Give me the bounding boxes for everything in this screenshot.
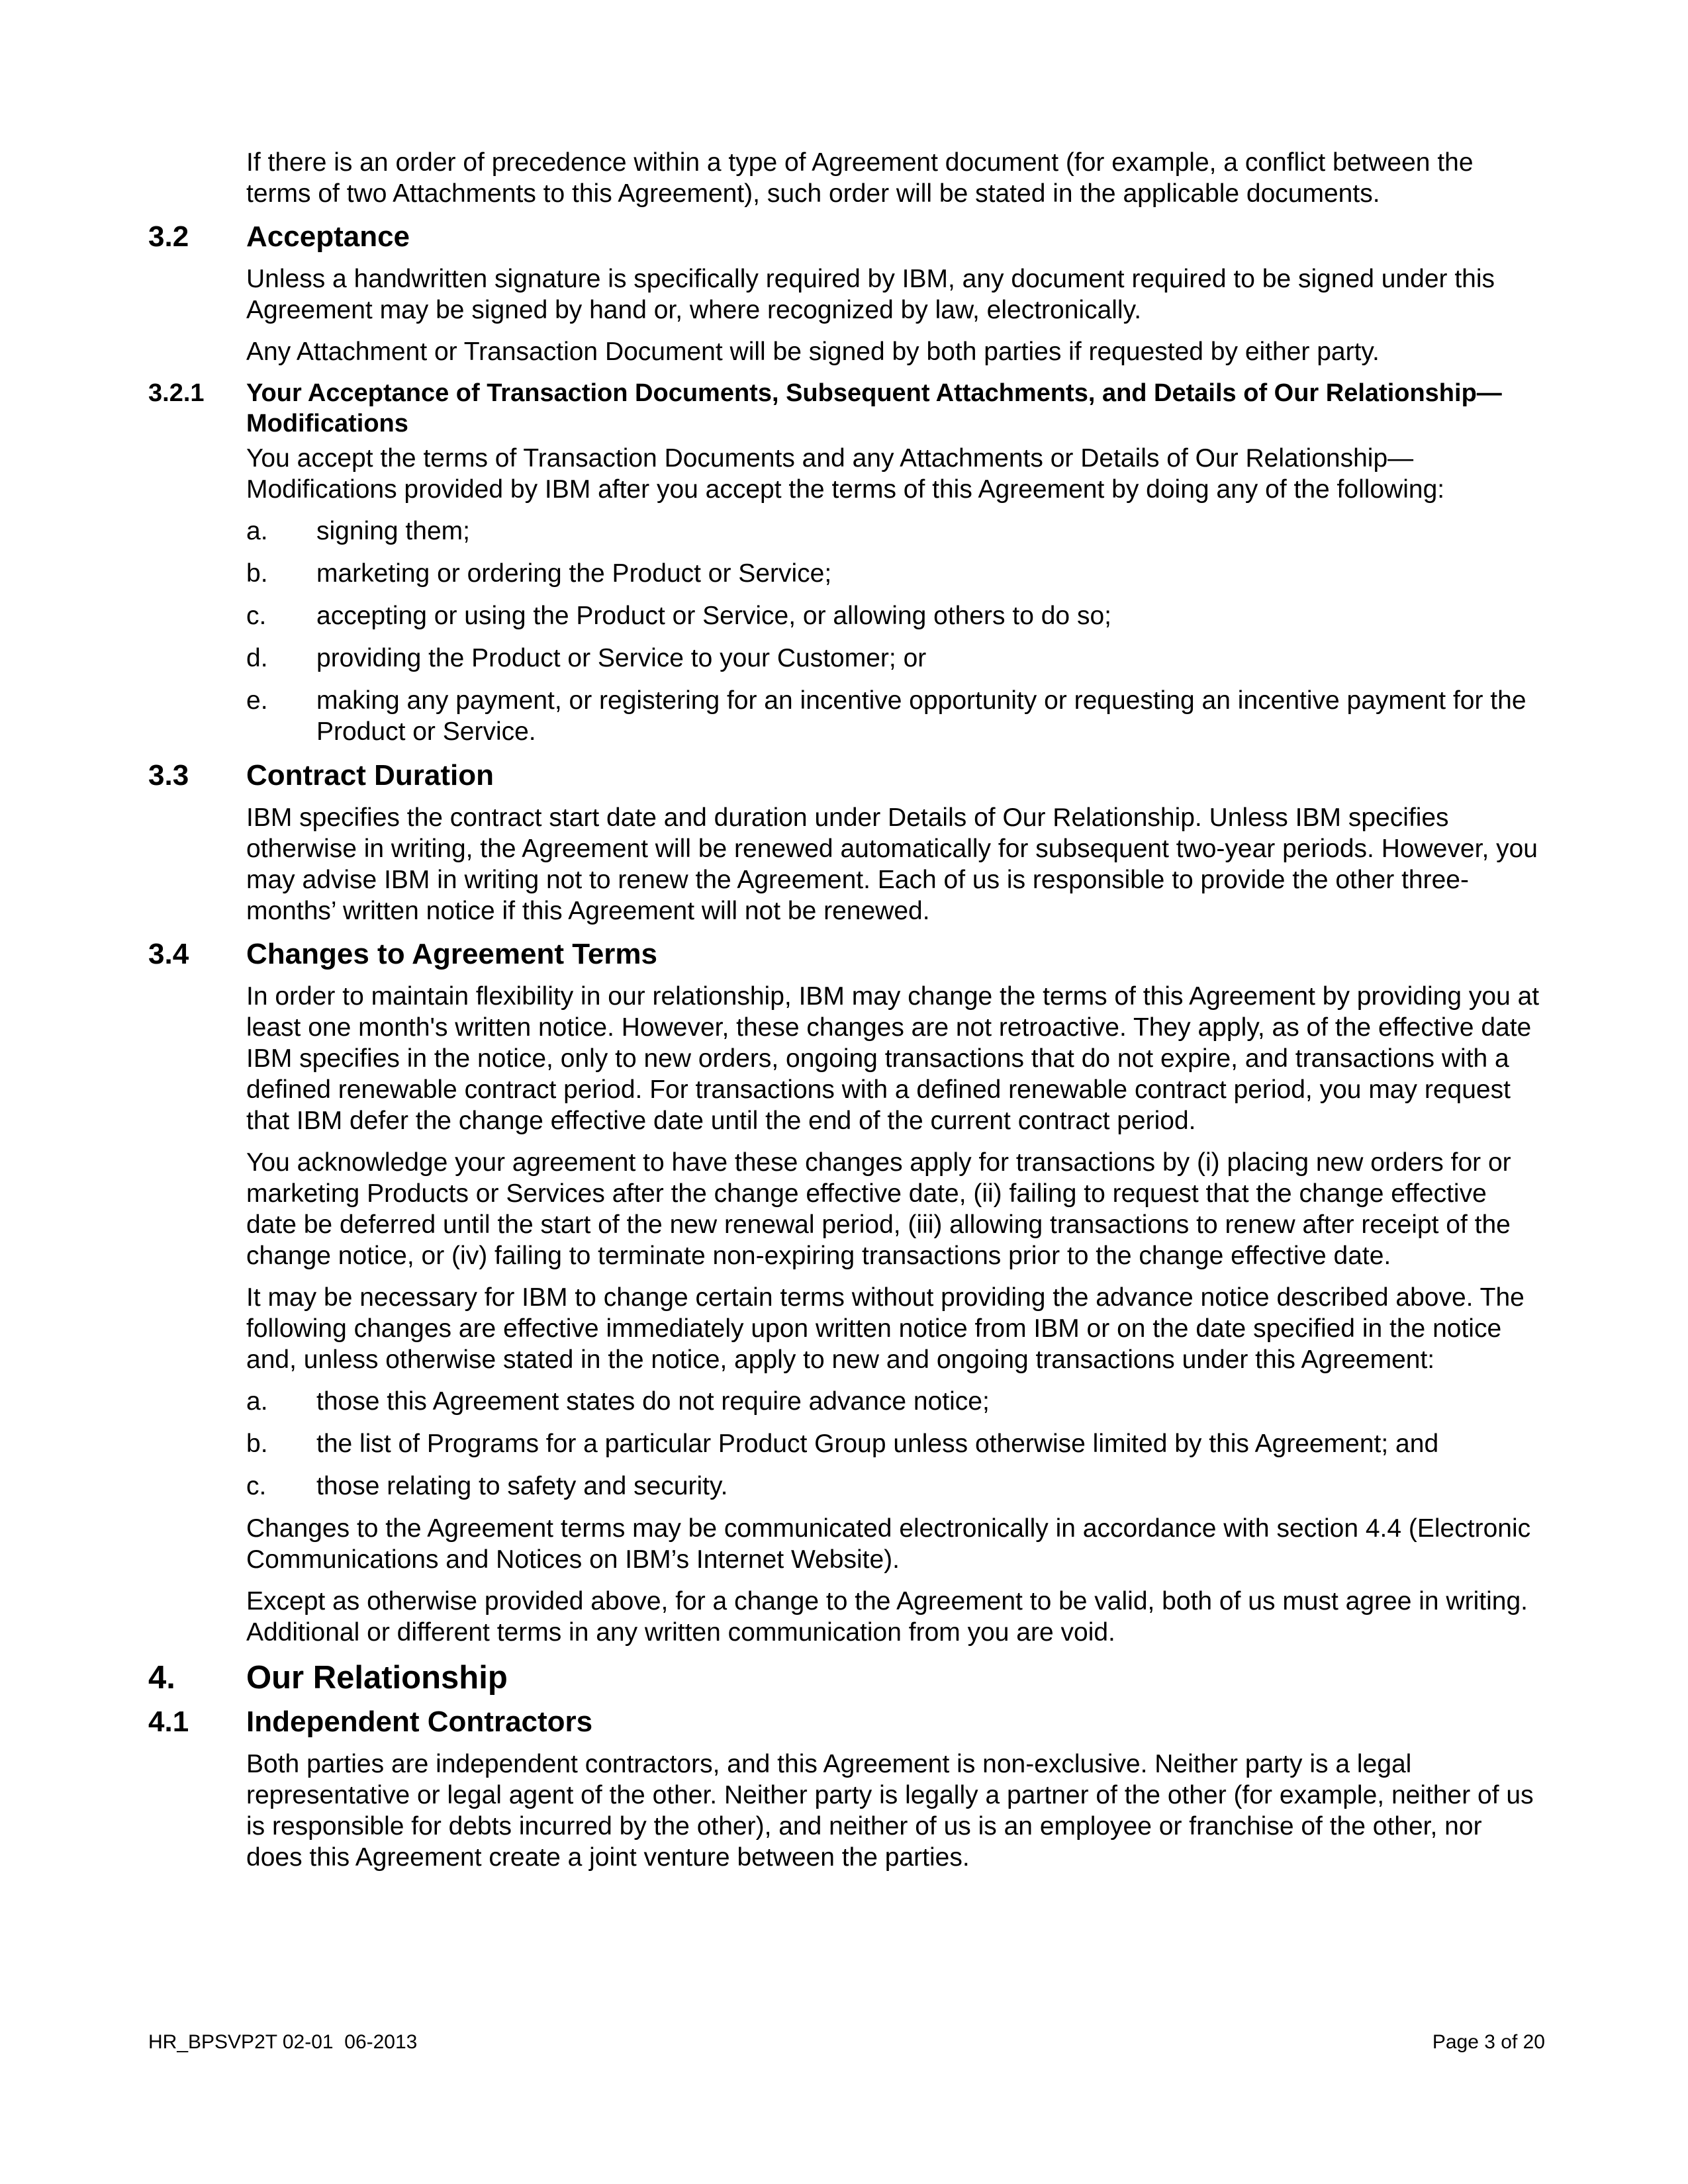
section-title: Our Relationship — [246, 1660, 508, 1696]
list-item — [246, 600, 1544, 631]
list-item-text: providing the Product or Service to your Customer; or — [316, 644, 927, 672]
list-marker: a. — [246, 517, 268, 545]
document-id: HR_BPSVP2T 02-01 06-2013 — [148, 2031, 418, 2053]
paragraph: Any Attachment or Transaction Document will be signed by both parties if requested by either party. — [246, 338, 1380, 366]
section-heading-3-4 — [148, 937, 1545, 972]
section-title: Independent Contractors — [246, 1706, 593, 1738]
paragraph: IBM specifies the contract start date and duration under Details of Our Relationship. Unless IBM specifies otherwise in writing, the Agreement will be renewed automatically for subsequent two-year periods. However, you may advise IBM in writing not to renew the Agreement. Each of us is responsible to provide the other three-months’ written notice if this Agreement will not be renewed. — [246, 803, 1538, 925]
paragraph: You acknowledge your agreement to have these changes apply for transactions by (i) placing new orders for or marketing Products or Services after the change effective date, (ii) failing to request that the change effective date be deferred until the start of the new renewal period, (iii) allowing transactions to renew after receipt of the change notice, or (iv) failing to terminate non-expiring transactions prior to the change effective date. — [246, 1148, 1511, 1270]
page-number: Page 3 of 20 — [1432, 2031, 1545, 2053]
document-content — [148, 147, 1545, 1884]
list-item — [246, 685, 1544, 747]
section-number: 3.2.1 — [148, 379, 205, 407]
section-number: 4. — [148, 1660, 175, 1696]
section-heading-3-2-1 — [148, 378, 1545, 439]
paragraph: You accept the terms of Transaction Documents and any Attachments or Details of Our Relationship—Modifications provided by IBM after you accept the terms of this Agreement by doing any of the following: — [246, 444, 1445, 504]
list-marker: c. — [246, 1472, 267, 1500]
section-title: Acceptance — [246, 220, 410, 253]
section-heading-3-2 — [148, 220, 1545, 254]
list-item-text: signing them; — [316, 517, 470, 545]
section-number: 4.1 — [148, 1706, 189, 1738]
section-title: Your Acceptance of Transaction Documents, Subsequent Attachments, and Details of Our Relationship—Modifications — [246, 379, 1502, 437]
list-marker: c. — [246, 602, 267, 630]
paragraph: Changes to the Agreement terms may be communicated electronically in accordance with section 4.4 (Electronic Communications and Notices on IBM’s Internet Website). — [246, 1514, 1531, 1574]
section-heading-3-3 — [148, 758, 1545, 793]
list-item-text: those relating to safety and security. — [316, 1472, 728, 1500]
section-heading-4-1 — [148, 1705, 1545, 1739]
list-item-text: the list of Programs for a particular Product Group unless otherwise limited by this Agreement; and — [316, 1430, 1439, 1458]
section-number: 3.2 — [148, 220, 189, 253]
section-title: Contract Duration — [246, 759, 494, 792]
list-item-text: those this Agreement states do not require advance notice; — [316, 1387, 990, 1416]
section-title: Changes to Agreement Terms — [246, 938, 658, 970]
section-heading-4 — [148, 1659, 1545, 1697]
list-item — [246, 1428, 1544, 1459]
list-marker: b. — [246, 559, 268, 588]
list-item — [246, 643, 1544, 674]
paragraph: It may be necessary for IBM to change certain terms without providing the advance notice described above. The following changes are effective immediately upon written notice from IBM or on the date specified in the notice and, unless otherwise stated in the notice, apply to new and ongoing transactions under this Agreement: — [246, 1283, 1524, 1374]
list-marker: d. — [246, 644, 268, 672]
immediate-changes-list — [246, 1386, 1544, 1502]
paragraph: Except as otherwise provided above, for a change to the Agreement to be valid, both of us must agree in writing. Additional or different terms in any written communication from you are void. — [246, 1587, 1528, 1647]
intro-paragraph: If there is an order of precedence within a type of Agreement document (for example, a conflict between the terms of two Attachments to this Agreement), such order will be stated in the applicable documents. — [246, 148, 1474, 208]
list-item — [246, 1386, 1544, 1417]
list-item — [246, 1471, 1544, 1502]
page-footer — [148, 2030, 1545, 2054]
paragraph: Unless a handwritten signature is specifically required by IBM, any document required to be signed under this Agreement may be signed by hand or, where recognized by law, electronically. — [246, 265, 1495, 324]
list-item-text: accepting or using the Product or Service, or allowing others to do so; — [316, 602, 1111, 630]
list-item-text: making any payment, or registering for an incentive opportunity or requesting an incentive payment for the Product or Service. — [316, 686, 1526, 746]
list-item — [246, 516, 1544, 547]
list-marker: e. — [246, 686, 268, 715]
section-number: 3.4 — [148, 938, 189, 970]
section-number: 3.3 — [148, 759, 189, 792]
list-item-text: marketing or ordering the Product or Service; — [316, 559, 832, 588]
acceptance-list — [246, 516, 1544, 747]
list-marker: a. — [246, 1387, 268, 1416]
list-item — [246, 558, 1544, 589]
list-marker: b. — [246, 1430, 268, 1458]
paragraph: Both parties are independent contractors, and this Agreement is non-exclusive. Neither party is a legal representative or legal agent of the other. Neither party is legally a partner of the other (for example, neither of us is responsible for debts incurred by the other), and neither of us is an employee or franchise of the other, nor does this Agreement create a joint venture between the parties. — [246, 1750, 1534, 1872]
paragraph: In order to maintain flexibility in our relationship, IBM may change the terms of this Agreement by providing you at least one month's written notice. However, these changes are not retroactive. They apply, as of the effective date IBM specifies in the notice, only to new orders, ongoing transactions that do not expire, and transactions with a defined renewable contract period. For transactions with a defined renewable contract period, you may request that IBM defer the change effective date until the end of the current contract period. — [246, 982, 1540, 1135]
